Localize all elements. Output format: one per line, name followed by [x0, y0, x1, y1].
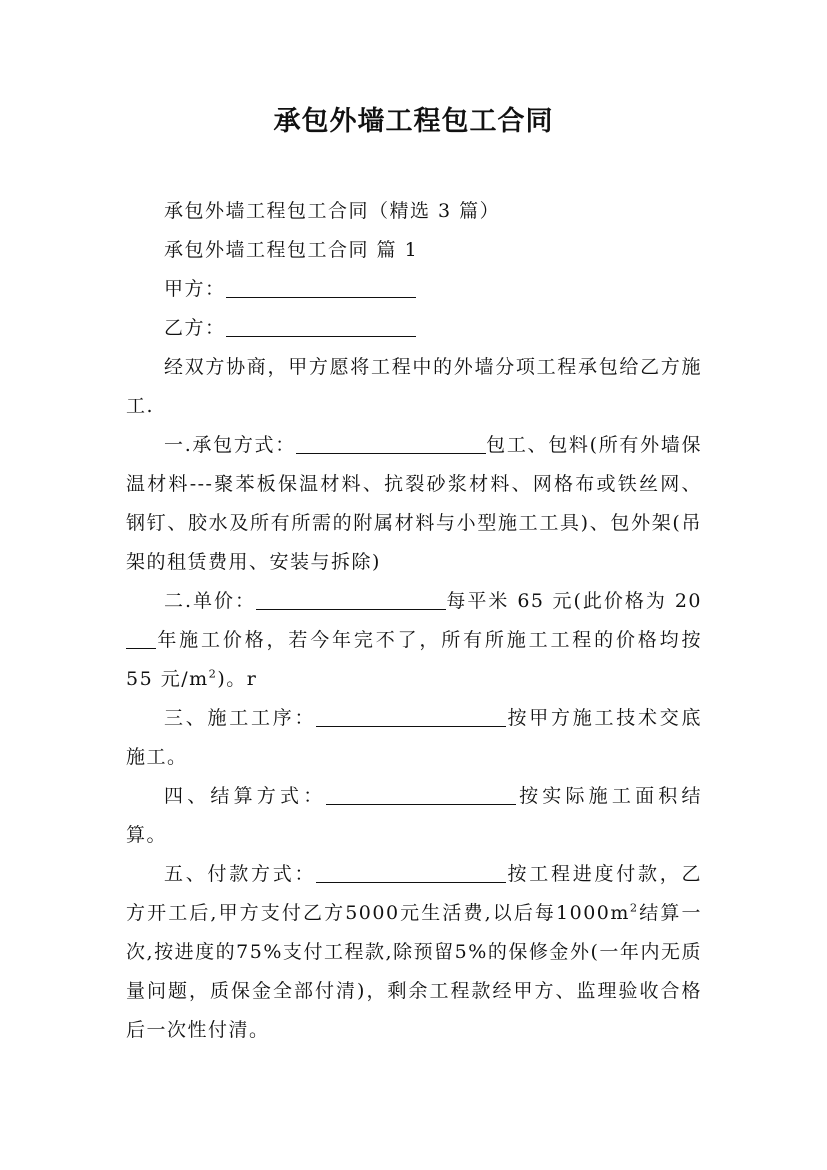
clause-2-text-a: 每平米 65 元(此价格为 20	[445, 590, 702, 612]
clause-3-blank	[316, 706, 506, 727]
clause-1-label: 一.承包方式：	[164, 434, 296, 456]
clause-3-text: 按甲方施工技术交底施工。	[126, 707, 702, 768]
clause-1-text: 包工、包料(所有外墙保温材料---聚苯板保温材料、抗裂砂浆材料、网格布或铁丝网、钢钉、胶水及所有所需的附属材料与小型施工工具)、包外架(吊架的租赁费用、安装与拆除)	[126, 434, 702, 573]
party-b-label: 乙方：	[164, 317, 226, 339]
document-title: 承包外墙工程包工合同	[273, 106, 554, 137]
clause-2-superscript: 2	[208, 666, 218, 681]
clause-1-blank	[296, 433, 486, 454]
clause-2-text-c: )。r	[217, 668, 258, 690]
clause-2	[126, 582, 702, 699]
clause-5	[126, 855, 702, 1050]
party-a-line	[126, 270, 702, 309]
intro-text: 经双方协商，甲方愿将工程中的外墙分项工程承包给乙方施工.	[126, 356, 702, 417]
party-b-line	[126, 309, 702, 348]
clause-2-label: 二.单价：	[164, 590, 256, 612]
clause-4	[126, 777, 702, 855]
clause-3-label: 三、施工工序：	[164, 707, 317, 729]
clause-5-text-a: 按工程进度付款，乙方开工后,甲方支付乙方5000元生活费,以后每1000m	[126, 863, 702, 924]
clause-2-blank	[256, 589, 446, 610]
clause-3	[126, 699, 702, 777]
clause-4-blank	[326, 784, 516, 805]
party-a-blank	[226, 277, 416, 298]
clause-5-label: 五、付款方式：	[164, 863, 317, 885]
clause-5-superscript: 2	[629, 900, 639, 915]
section-heading	[126, 231, 702, 270]
clause-4-label: 四、结算方式：	[164, 785, 327, 807]
subtitle	[126, 192, 702, 231]
clause-4-text: 按实际施工面积结算。	[126, 785, 702, 846]
clause-1	[126, 426, 702, 582]
clause-5-text-b: 结算一次,按进度的75%支付工程款,除预留5%的保修金外(一年内无质量问题，质保金全部付清)，剩余工程款经甲方、监理验收合格后一次性付清。	[126, 902, 702, 1041]
subtitle-text: 承包外墙工程包工合同（精选 3 篇）	[164, 200, 501, 222]
clause-5-blank	[316, 862, 506, 883]
party-b-blank	[226, 316, 416, 337]
intro-paragraph	[126, 348, 702, 426]
section-heading-text: 承包外墙工程包工合同 篇 1	[164, 239, 419, 261]
party-a-label: 甲方：	[164, 278, 226, 300]
document-body	[126, 192, 702, 1050]
clause-2-year-blank	[126, 628, 156, 649]
clause-2-text-b: 年施工价格，若今年完不了，所有所施工工程的价格均按 55 元/m	[126, 629, 702, 690]
